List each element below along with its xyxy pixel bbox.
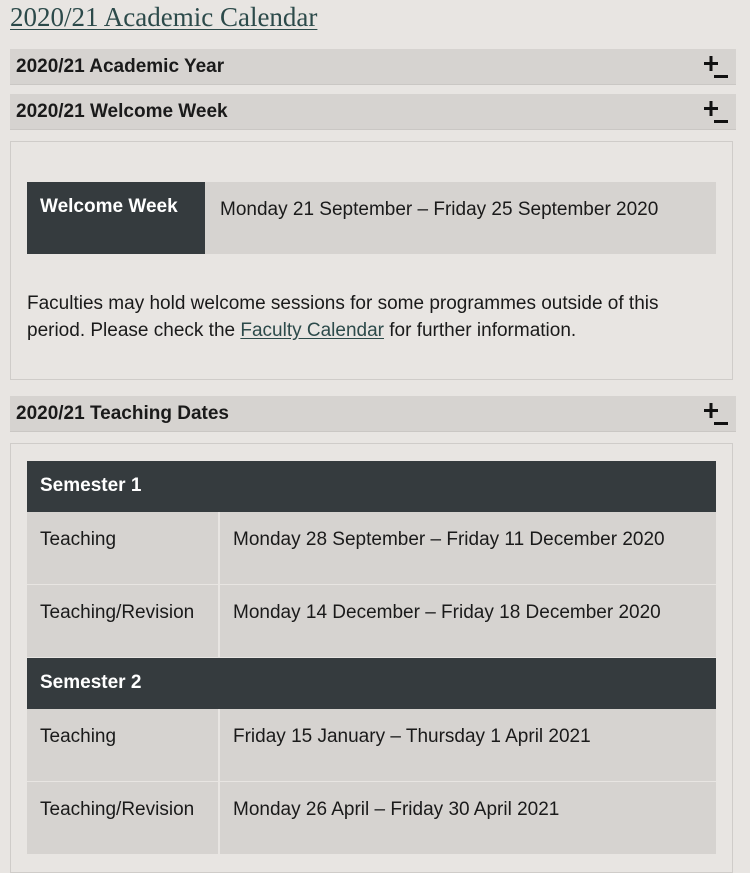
plus-minus-icon[interactable] (702, 400, 728, 428)
note-text-before: Faculties may hold welcome sessions for some programmes outside of this period. Please check the (27, 293, 659, 341)
row-dates: Friday 15 January – Thursday 1 April 2021 (220, 709, 716, 781)
row-label: Teaching/Revision (27, 782, 220, 854)
accordion-title: 2020/21 Welcome Week (16, 101, 228, 122)
table-row (27, 709, 716, 782)
page-title[interactable]: 2020/21 Academic Calendar (10, 2, 318, 32)
accordion-welcome-week[interactable] (10, 94, 736, 130)
semester-header: Semester 1 (27, 461, 716, 512)
accordion-title: 2020/21 Teaching Dates (16, 403, 229, 424)
welcome-week-panel (10, 141, 733, 380)
faculty-calendar-link[interactable]: Faculty Calendar (240, 320, 384, 341)
plus-minus-icon[interactable] (702, 53, 728, 81)
accordion-academic-year[interactable] (10, 49, 736, 85)
row-dates: Monday 28 September – Friday 11 December 2020 (220, 512, 716, 584)
welcome-week-label: Welcome Week (27, 182, 205, 254)
row-dates: Monday 26 April – Friday 30 April 2021 (220, 782, 716, 854)
teaching-dates-table (27, 461, 716, 855)
welcome-week-dates: Monday 21 September – Friday 25 September 2020 (205, 182, 716, 254)
teaching-dates-panel (10, 443, 733, 873)
welcome-week-note (27, 290, 717, 344)
accordion-teaching-dates[interactable] (10, 396, 736, 432)
semester-header: Semester 2 (27, 658, 716, 709)
plus-minus-icon[interactable] (702, 98, 728, 126)
row-label: Teaching (27, 709, 220, 781)
accordion-title: 2020/21 Academic Year (16, 56, 225, 77)
row-dates: Monday 14 December – Friday 18 December 2020 (220, 585, 716, 657)
table-row (27, 585, 716, 658)
table-row (27, 782, 716, 855)
note-text-after: for further information. (383, 320, 577, 341)
row-label: Teaching/Revision (27, 585, 220, 657)
welcome-week-table (27, 182, 716, 254)
table-row (27, 512, 716, 585)
row-label: Teaching (27, 512, 220, 584)
